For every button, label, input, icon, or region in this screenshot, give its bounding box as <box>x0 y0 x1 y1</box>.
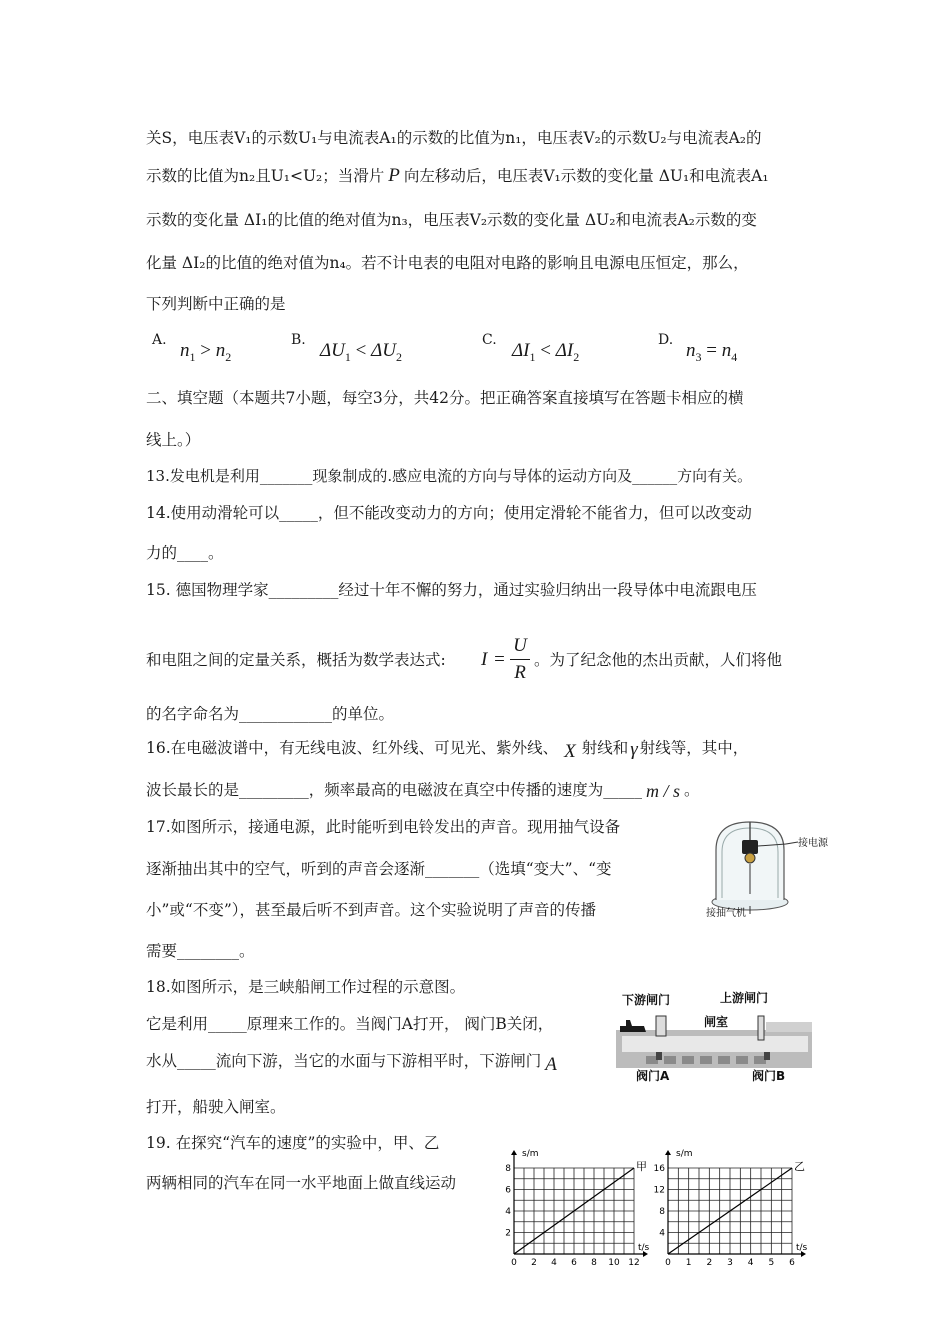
option-c-expression <box>512 340 579 365</box>
question-15-line-3: 的名字命名为____________的单位。 <box>146 705 395 723</box>
question-19-line-2: 两辆相同的汽车在同一水平地面上做直线运动 <box>146 1174 457 1192</box>
option-c-rhs-sub: 2 <box>573 349 580 364</box>
option-c-rhs: ΔI <box>555 340 574 361</box>
culvert-block <box>718 1056 730 1064</box>
option-a-expression <box>180 340 231 365</box>
option-d-label: D. <box>658 332 674 348</box>
chart-jia-x-tick-label: 10 <box>608 1258 620 1268</box>
chart-yi-x-tick-label: 6 <box>789 1258 795 1268</box>
question-15-line-2-post: 。为了纪念他的杰出贡献，人们将他 <box>534 651 783 669</box>
chart-jia-y-tick-label: 4 <box>505 1207 511 1217</box>
question-16-line-2 <box>146 779 700 800</box>
chart-jia-x-tick-label: 2 <box>531 1258 537 1268</box>
option-c-label: C. <box>482 332 497 348</box>
chart-yi-x-tick-label: 0 <box>665 1258 671 1268</box>
formula-denominator: R <box>514 662 526 683</box>
chart-yi-y-arrow <box>665 1150 671 1155</box>
option-d-rhs: n <box>721 340 732 361</box>
option-a-label: A. <box>152 332 167 348</box>
ohm-formula-lhs <box>481 649 505 671</box>
question-18-line-3 <box>146 1051 557 1075</box>
chart-yi-ylabel: s/m <box>676 1149 693 1159</box>
option-b-lhs: ΔU <box>320 340 345 361</box>
question-15-line-1: 15. 德国物理学家_________经过十年不懈的努力，通过实验归纳出一段导体中电流跟电压 <box>146 581 757 599</box>
valve-b <box>764 1052 770 1060</box>
option-d-expression <box>686 340 737 365</box>
question-16-line-1 <box>146 738 749 762</box>
option-b-op: < <box>355 340 367 361</box>
formula-i: I <box>481 649 488 670</box>
ship-lock-figure <box>616 986 812 1086</box>
chart-jia <box>498 1148 648 1266</box>
q12-line-4: 化量 ΔI₂的比值的绝对值为n₄。若不计电表的电阻对电路的影响且电源电压恒定，那么， <box>146 254 749 272</box>
fraction-bar <box>510 659 530 660</box>
chart-jia-x-tick-label: 6 <box>571 1258 577 1268</box>
chart-yi <box>648 1148 814 1266</box>
electric-bell <box>742 840 758 854</box>
bell-jar-figure <box>706 814 842 918</box>
option-a-rhs: n <box>215 340 226 361</box>
chart-yi-x-tick-label: 2 <box>706 1258 713 1268</box>
q12-line-3: 示数的变化量 ΔI₁的比值的绝对值为n₃，电压表V₂示数的变化量 ΔU₂和电流表A₂示数的变 <box>146 211 757 229</box>
option-b-expression <box>320 340 402 365</box>
chart-jia-y-tick-label: 6 <box>505 1185 511 1196</box>
channel-water <box>622 1036 808 1052</box>
speed-unit: m / s <box>646 781 681 801</box>
q12-line-5: 下列判断中正确的是 <box>146 295 286 313</box>
bell-dome <box>745 853 755 863</box>
chamber-label: 闸室 <box>704 1015 729 1029</box>
question-19-line-1: 19. 在探究“汽车的速度”的实验中，甲、乙 <box>146 1134 440 1152</box>
question-15-line-2-pre: 和电阻之间的定量关系，概括为数学表达式: <box>146 651 446 669</box>
chart-yi-y-tick-label: 16 <box>653 1164 665 1174</box>
power-label: 接电源 <box>798 838 828 849</box>
q12-line-1: 关S，电压表V₁的示数U₁与电流表A₁的示数的比值为n₁，电压表V₂的示数U₂与电流表A₂的 <box>146 129 762 147</box>
x-ray-symbol: X <box>564 741 576 762</box>
question-16-line-1-pre: 16.在电磁波谱中，有无线电波、红外线、可见光、紫外线、 <box>146 739 559 757</box>
option-c-lhs-sub: 1 <box>529 349 536 364</box>
downstream-gate <box>656 1016 666 1036</box>
question-16-line-2-pre: 波长最长的是_________，频率最高的电磁波在真空中传播的速度为_____ <box>146 781 643 799</box>
question-17-line-1: 17.如图所示，接通电源，此时能听到电铃发出的声音。现用抽气设备 <box>146 818 621 836</box>
question-16-line-2-post: 。 <box>684 781 700 799</box>
option-d-lhs: n <box>686 340 696 361</box>
question-16-line-1-post: 射线等，其中， <box>639 739 749 757</box>
downstream-gate-label: 下游闸门 <box>622 993 671 1007</box>
culvert-block <box>682 1056 694 1064</box>
chart-yi-y-tick-label: 12 <box>653 1185 665 1196</box>
culvert-block <box>664 1056 676 1064</box>
chart-jia-x-tick-label: 8 <box>591 1258 597 1268</box>
chart-yi-x-tick-label: 5 <box>768 1258 775 1268</box>
question-18-line-4: 打开，船驶入闸室。 <box>146 1098 286 1116</box>
valve-a <box>656 1052 662 1060</box>
pump-label: 接抽气机 <box>706 908 746 919</box>
option-a-rhs-sub: 2 <box>225 349 232 364</box>
option-c-lhs: ΔI <box>512 340 530 361</box>
ship <box>620 1020 646 1032</box>
question-17-line-4: 需要________。 <box>146 942 255 960</box>
option-d-op: = <box>706 340 717 361</box>
chart-yi-xlabel: t/s <box>796 1243 808 1253</box>
question-18-line-2: 它是利用_____原理来工作的。当阀门A打开， 阀门B关闭， <box>146 1015 554 1033</box>
chart-yi-y-tick-label: 8 <box>659 1207 665 1217</box>
option-b-rhs: ΔU <box>371 340 396 361</box>
slider-symbol: P <box>388 165 400 186</box>
option-d-rhs-sub: 4 <box>731 349 738 364</box>
chart-jia-x-tick-label: 4 <box>551 1258 557 1268</box>
question-15-line-2 <box>146 650 446 670</box>
question-17-line-2: 逐渐抽出其中的空气，听到的声音会逐渐_______（选填“变大”、“变 <box>146 860 612 878</box>
chart-jia-title: 甲 <box>636 1160 647 1173</box>
chart-yi-y-tick-label: 4 <box>659 1228 665 1239</box>
chart-yi-x-tick-label: 3 <box>727 1258 733 1268</box>
upstream-gate-label: 上游闸门 <box>720 991 769 1005</box>
formula-numerator: U <box>513 635 527 656</box>
culvert-blocks <box>646 1056 766 1064</box>
culvert-block <box>700 1056 712 1064</box>
question-14-line-2: 力的____。 <box>146 544 224 562</box>
question-18-line-1: 18.如图所示，是三峡船闸工作过程的示意图。 <box>146 978 466 996</box>
question-17-line-3: 小”或“不变”），甚至最后听不到声音。这个实验说明了声音的传播 <box>146 901 597 919</box>
q12-line-2-b: 向左移动后，电压表V₁示数的变化量 ΔU₁和电流表A₁ <box>403 167 769 185</box>
option-a-op: > <box>200 340 211 361</box>
chart-yi-title: 乙 <box>794 1160 805 1173</box>
chart-yi-x-tick-label: 4 <box>747 1258 754 1268</box>
option-a-lhs-sub: 1 <box>189 349 196 364</box>
valve-a-label: 阀门A <box>636 1069 670 1083</box>
option-c-op: < <box>540 340 551 361</box>
section-2-heading-cont: 线上。） <box>146 431 201 449</box>
chart-yi-x-tick-label: 1 <box>685 1258 692 1268</box>
question-16-mid: 射线和 <box>581 739 629 757</box>
option-d-lhs-sub: 3 <box>695 349 702 364</box>
upstream-gate <box>758 1016 764 1040</box>
upstream-water <box>766 1022 812 1032</box>
power-wire-lead <box>786 842 798 844</box>
culvert-block <box>736 1056 748 1064</box>
chart-jia-xlabel: t/s <box>638 1243 650 1253</box>
option-a-lhs: n <box>180 340 190 361</box>
chart-jia-y-tick-label: 2 <box>505 1228 511 1239</box>
formula-equals: = <box>494 649 505 670</box>
chart-jia-x-tick-label: 12 <box>628 1258 640 1268</box>
chart-jia-y-arrow <box>511 1150 517 1155</box>
option-b-label: B. <box>291 332 306 348</box>
option-b-rhs-sub: 2 <box>395 349 402 364</box>
section-2-heading: 二、填空题（本题共7小题，每空3分，共42分。把正确答案直接填写在答题卡相应的横 <box>146 389 744 407</box>
chart-jia-x-tick-label: 0 <box>511 1258 517 1268</box>
q12-line-2-a: 示数的比值为n₂且U₁<U₂；当滑片 <box>146 167 385 185</box>
chart-jia-ylabel: s/m <box>522 1149 539 1159</box>
option-b-lhs-sub: 1 <box>344 349 351 364</box>
gamma-ray-symbol: γ <box>630 739 638 760</box>
valve-b-label: 阀门B <box>752 1069 786 1083</box>
question-13: 13.发电机是利用_______现象制成的.感应电流的方向与导体的运动方向及______方向有关。 <box>146 467 753 485</box>
gate-a-symbol: A <box>545 1054 557 1075</box>
q12-line-2 <box>146 166 769 186</box>
question-18-line-3-text: 水从_____流向下游，当它的水面与下游相平时，下游闸门 <box>146 1052 542 1070</box>
question-14-line-1: 14.使用动滑轮可以_____，但不能改变动力的方向；使用定滑轮不能省力，但可以改变动 <box>146 504 752 522</box>
chart-jia-y-tick-label: 8 <box>505 1164 511 1174</box>
